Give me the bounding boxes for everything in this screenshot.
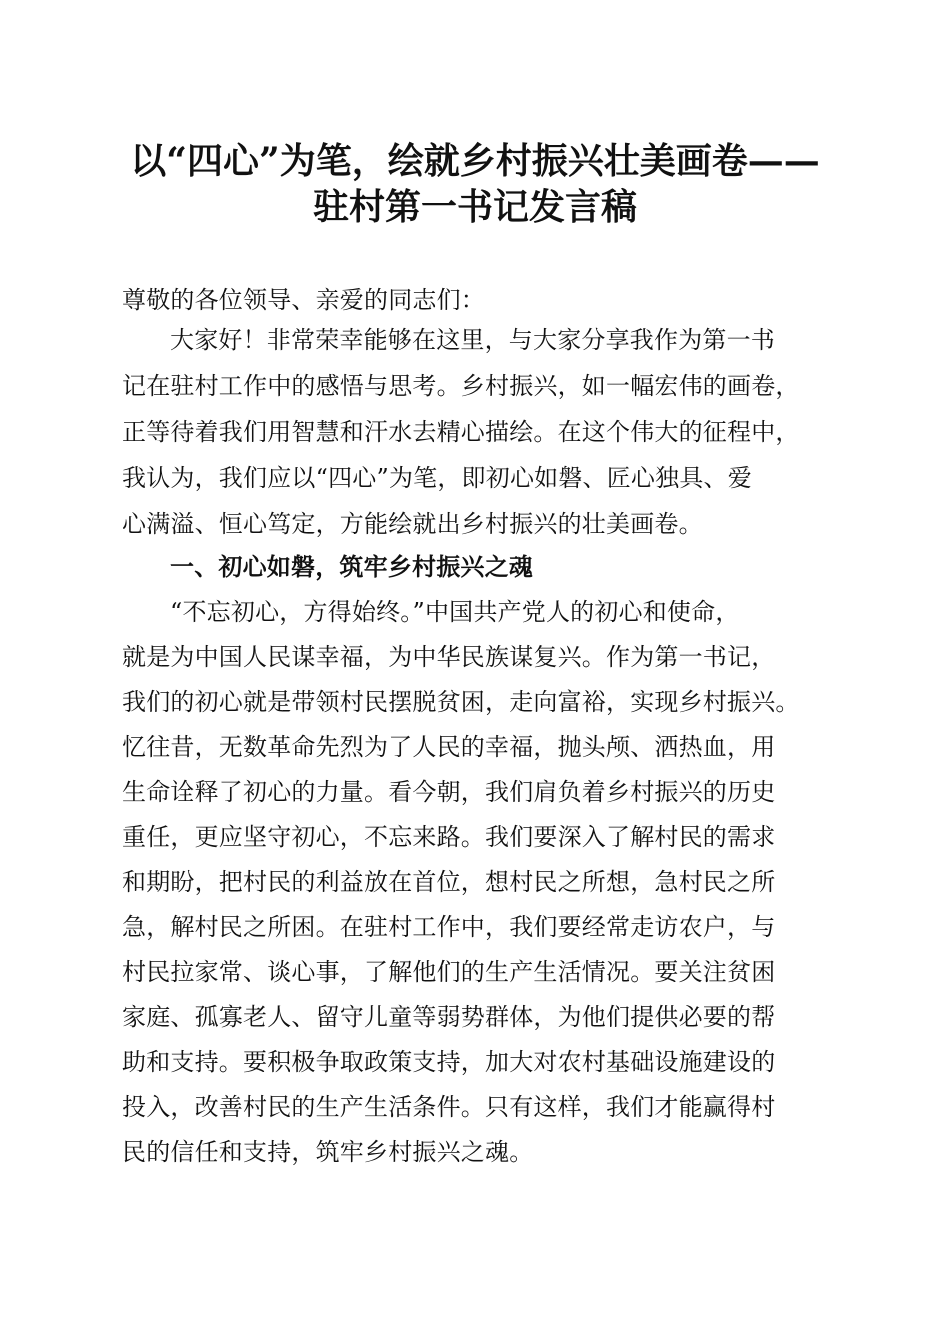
section-line: 重任，更应坚守初心，不忘来路。我们要深入了解村民的需求 — [122, 823, 776, 851]
section-line: 忆往昔，无数革命先烈为了人民的幸福，抛头颅、洒热血，用 — [122, 733, 776, 761]
section-line: 民的信任和支持，筑牢乡村振兴之魂。 — [122, 1138, 534, 1166]
section-line: 助和支持。要积极争取政策支持，加大对农村基础设施建设的 — [122, 1048, 776, 1076]
section-line: 就是为中国人民谋幸福，为中华民族谋复兴。作为第一书记， — [122, 643, 776, 671]
section-line: 急，解村民之所困。在驻村工作中，我们要经常走访农户，与 — [122, 913, 776, 941]
section-heading: 一、初心如磐，筑牢乡村振兴之魂 — [170, 553, 533, 581]
section-line: 家庭、孤寡老人、留守儿童等弱势群体，为他们提供必要的帮 — [122, 1003, 776, 1031]
intro-line: 正等待着我们用智慧和汗水去精心描绘。在这个伟大的征程中， — [122, 418, 800, 446]
document-title-line-2: 驻村第一书记发言稿 — [312, 186, 637, 228]
salutation: 尊敬的各位领导、亲爱的同志们： — [122, 286, 485, 314]
section-line: 和期盼，把村民的利益放在首位，想村民之所想，急村民之所 — [122, 868, 776, 896]
document-title-line-1: 以“四心”为笔，绘就乡村振兴壮美画卷—— — [130, 140, 820, 182]
section-line: 村民拉家常、谈心事，了解他们的生产生活情况。要关注贫困 — [122, 958, 776, 986]
intro-line: 记在驻村工作中的感悟与思考。乡村振兴，如一幅宏伟的画卷， — [122, 372, 800, 400]
section-line: 生命诠释了初心的力量。看今朝，我们肩负着乡村振兴的历史 — [122, 778, 776, 806]
section-line: 我们的初心就是带领村民摆脱贫困，走向富裕，实现乡村振兴。 — [122, 688, 800, 716]
intro-line: 大家好！非常荣幸能够在这里，与大家分享我作为第一书 — [170, 326, 775, 354]
section-line: 投入，改善村民的生产生活条件。只有这样，我们才能赢得村 — [122, 1093, 776, 1121]
intro-line: 心满溢、恒心笃定，方能绘就出乡村振兴的壮美画卷。 — [122, 510, 703, 538]
section-line: “不忘初心，方得始终。”中国共产党人的初心和使命， — [170, 598, 740, 626]
intro-line: 我认为，我们应以“四心”为笔，即初心如磐、匠心独具、爱 — [122, 464, 752, 492]
